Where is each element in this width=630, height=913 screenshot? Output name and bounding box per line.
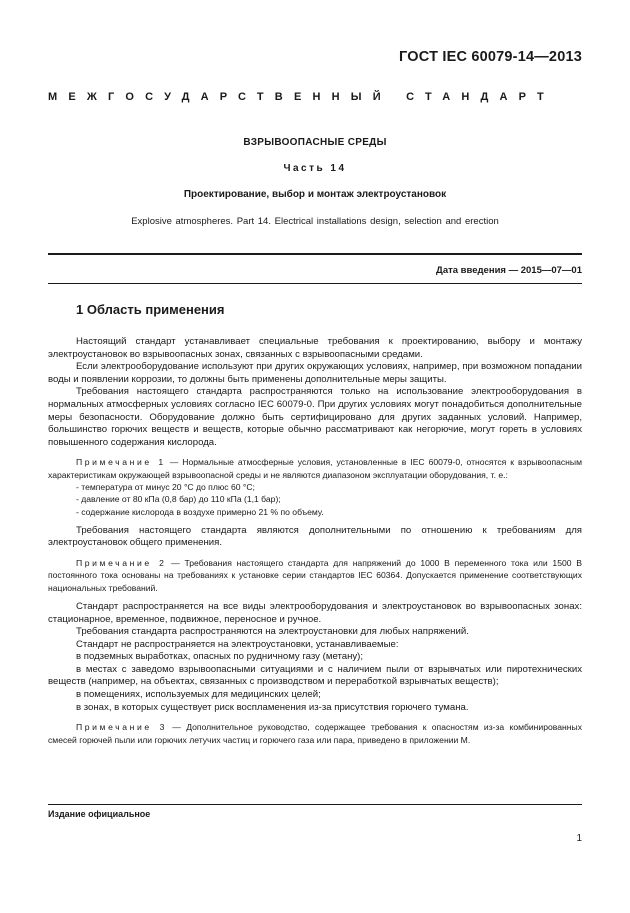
section-heading: 1 Область применения [76, 302, 225, 317]
paragraph: Если электрооборудование используют при других окружающих условиях, например, при возможном попадании воды и появлении коррозии, то должны быть применены дополнительные меры защиты. [48, 361, 582, 385]
edition-label: Издание официальное [48, 809, 151, 819]
note-text: — Дополнительное руководство, содержащее требования к опасностям из-за комбинированных смесей горючей пыли или горючих летучих частиц и горючего газа или пара, приведено в приложении М. [48, 722, 582, 745]
document-part: Часть 14 [283, 163, 347, 174]
paragraph: Стандарт не распространяется на электроустановки, устанавливаемые: [76, 638, 399, 650]
exclusion-item: в местах с заведомо взрывоопасными ситуациями и с наличием пыли от взрывчатых или пиротехнических веществ (например, на объектах, связанных с производством и переработкой взрывчатых веществ); [48, 663, 582, 688]
note-2 [48, 557, 582, 594]
document-subtitle: Проектирование, выбор и монтаж электроустановок [183, 189, 447, 200]
section-body [48, 336, 582, 746]
note-3 [48, 721, 582, 746]
paragraph: Настоящий стандарт устанавливает специальные требования к проектированию, выбору и монтажу электроустановок во взрывоопасных зонах, связанных с взрывоопасными средами. [48, 336, 582, 360]
standard-code: ГОСТ IEC 60079-14—2013 [399, 49, 582, 65]
paragraph: Стандарт распространяется на все виды электрооборудования и электроустановок во взрывоопасных зонах: стационарное, временное, подвижное, переносное и ручное. [48, 600, 582, 625]
divider-thick [48, 253, 582, 255]
exclusion-item: в помещениях, используемых для медицинских целей; [76, 689, 321, 701]
note-list-item: - температура от минус 20 °С до плюс 60 °С; [76, 481, 255, 492]
note-list-item: - содержание кислорода в воздухе примерно 21 % по объему. [76, 506, 324, 517]
note-1 [48, 456, 582, 481]
note-label: Примечание 1 [76, 457, 166, 468]
divider-thin [48, 283, 582, 284]
note-label: Примечание 2 [76, 558, 167, 569]
page-number: 1 [576, 833, 582, 844]
exclusion-item: в подземных выработках, опасных по рудничному газу (метану); [76, 651, 364, 663]
note-text: — Нормальные атмосферные условия, установленные в IEC 60079-0, относятся к взрывоопасным характеристикам окружающей взрывоопасной среды и не являются диапазоном эксплуатации оборудования, т. е.: [48, 457, 583, 480]
document-title: ВЗРЫВООПАСНЫЕ СРЕДЫ [243, 137, 387, 148]
exclusion-item: в зонах, в которых существует риск воспламенения из-за присутствия горючего тумана. [76, 701, 469, 713]
standard-type-banner: МЕЖГОСУДАРСТВЕННЫЙ СТАНДАРТ [48, 91, 555, 103]
note-list-item: - давление от 80 кПа (0,8 бар) до 110 кПа (1,1 бар); [76, 494, 281, 505]
paragraph: Требования стандарта распространяются на электроустановки для любых напряжений. [76, 626, 469, 638]
note-text: — Требования настоящего стандарта для напряжений до 1000 В переменного тока или 1500 В постоянного тока основаны на требованиях к установке серии стандартов IEC 60364. Допускается применение соответствующих национальных требований. [48, 558, 583, 593]
paragraph: Требования настоящего стандарта распространяются только на использование электрооборудования в нормальных атмосферных условиях согласно IEC 60079-0. При других условиях могут понадобиться дополнительные меры безопасности. Оборудование должно быть сертифицировано для других заданных условий. Например, большинство горючих веществ и веществ, которые обычно рассматривают как негорючие, могут гореть в условиях повышенного содержания кислорода. [48, 386, 582, 448]
english-title: Explosive atmospheres. Part 14. Electrical installations design, selection and erection [131, 216, 499, 227]
introduction-date: Дата введения — 2015—07—01 [436, 265, 582, 276]
footer-divider [48, 804, 582, 805]
note-label: Примечание 3 [76, 722, 168, 733]
paragraph: Требования настоящего стандарта являются дополнительными по отношению к требованиям для электроустановок общего применения. [48, 524, 582, 549]
